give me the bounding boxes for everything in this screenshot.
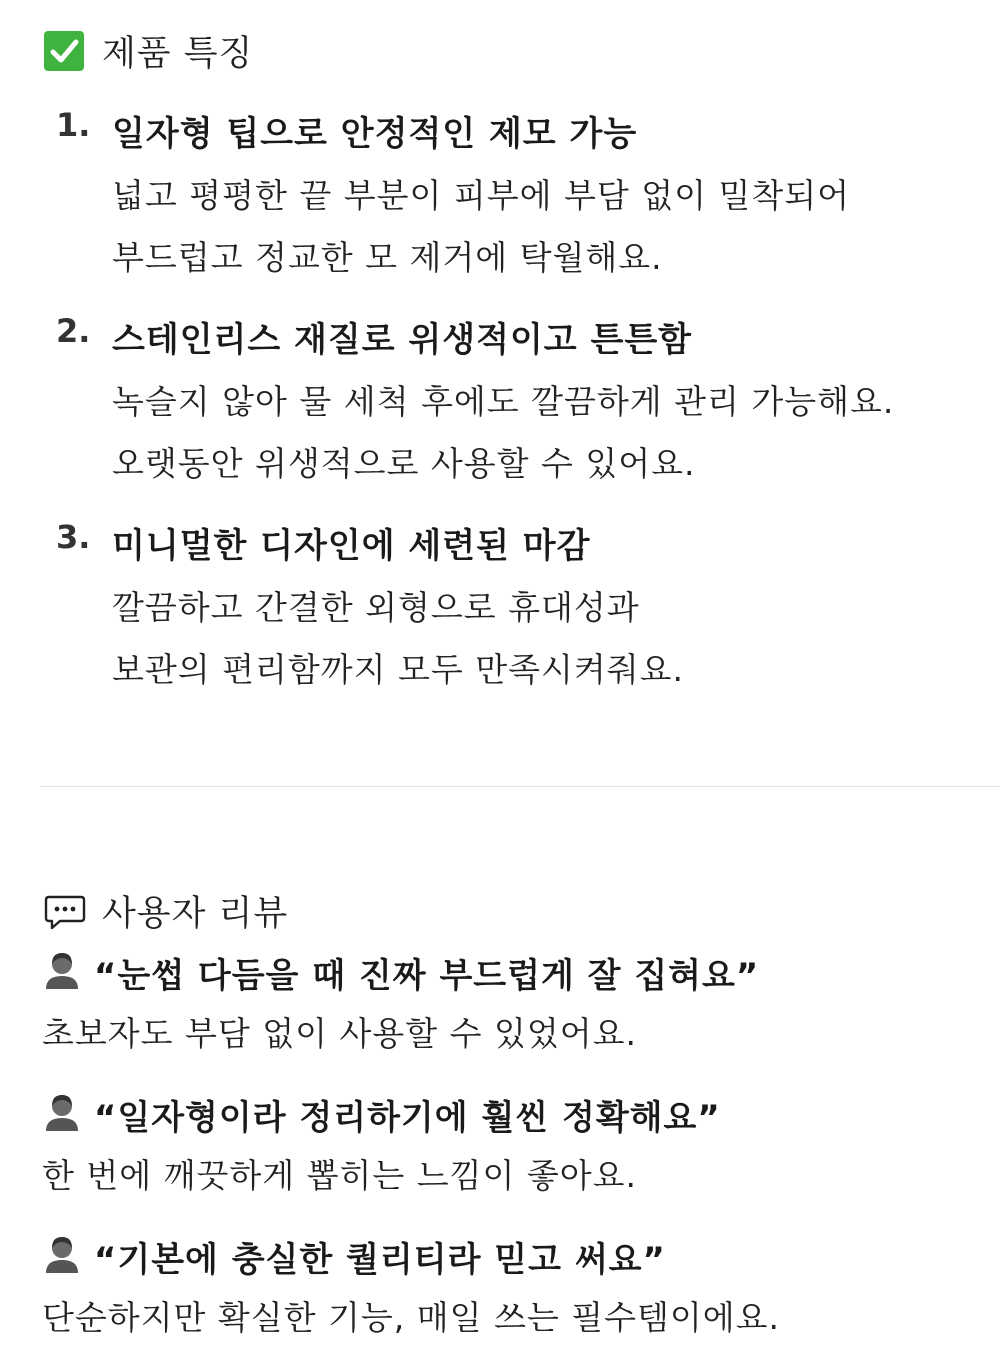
feature-title: 스테인리스 재질로 위생적이고 튼튼함: [112, 320, 693, 360]
reviews-heading-text: 사용자 리뷰: [102, 894, 289, 934]
feature-number: 3.: [56, 518, 91, 556]
person-icon: [44, 950, 80, 990]
feature-description-line: 부드럽고 정교한 모 제거에 탁월해요.: [112, 238, 663, 277]
reviews-heading: [44, 886, 288, 936]
feature-number: 2.: [56, 312, 91, 350]
feature-title: 일자형 팁으로 안정적인 제모 가능: [112, 114, 638, 154]
feature-title: 미니멀한 디자인에 세련된 마감: [112, 526, 591, 566]
review-quote: “일자형이라 정리하기에 훨씬 정확해요”: [94, 1098, 721, 1138]
feature-description-line: 오랫동안 위생적으로 사용할 수 있어요.: [112, 444, 696, 483]
person-icon: [44, 1234, 80, 1274]
feature-number: 1.: [56, 106, 91, 144]
review-body: 단순하지만 확실한 기능, 매일 쓰는 필수템이에요.: [42, 1298, 780, 1337]
section-divider: [40, 786, 1000, 787]
review-body: 한 번에 깨끗하게 뽑히는 느낌이 좋아요.: [42, 1156, 637, 1195]
features-heading: [44, 26, 253, 76]
feature-description-line: 보관의 편리함까지 모두 만족시켜줘요.: [112, 650, 685, 689]
review-quote: “기본에 충실한 퀄리티라 믿고 써요”: [94, 1240, 666, 1280]
review-body: 초보자도 부담 없이 사용할 수 있었어요.: [42, 1014, 637, 1053]
features-heading-text: 제품 특징: [102, 34, 254, 74]
speech-bubble-icon: [44, 890, 86, 932]
feature-description-line: 깔끔하고 간결한 외형으로 휴대성과: [112, 588, 640, 627]
feature-description-line: 녹슬지 않아 물 세척 후에도 깔끔하게 관리 가능해요.: [112, 382, 895, 421]
person-icon: [44, 1092, 80, 1132]
review-quote: “눈썹 다듬을 때 진짜 부드럽게 잘 집혀요”: [94, 956, 760, 996]
check-mark-button-icon: [44, 31, 84, 71]
feature-description-line: 넓고 평평한 끝 부분이 피부에 부담 없이 밀착되어: [112, 176, 850, 215]
